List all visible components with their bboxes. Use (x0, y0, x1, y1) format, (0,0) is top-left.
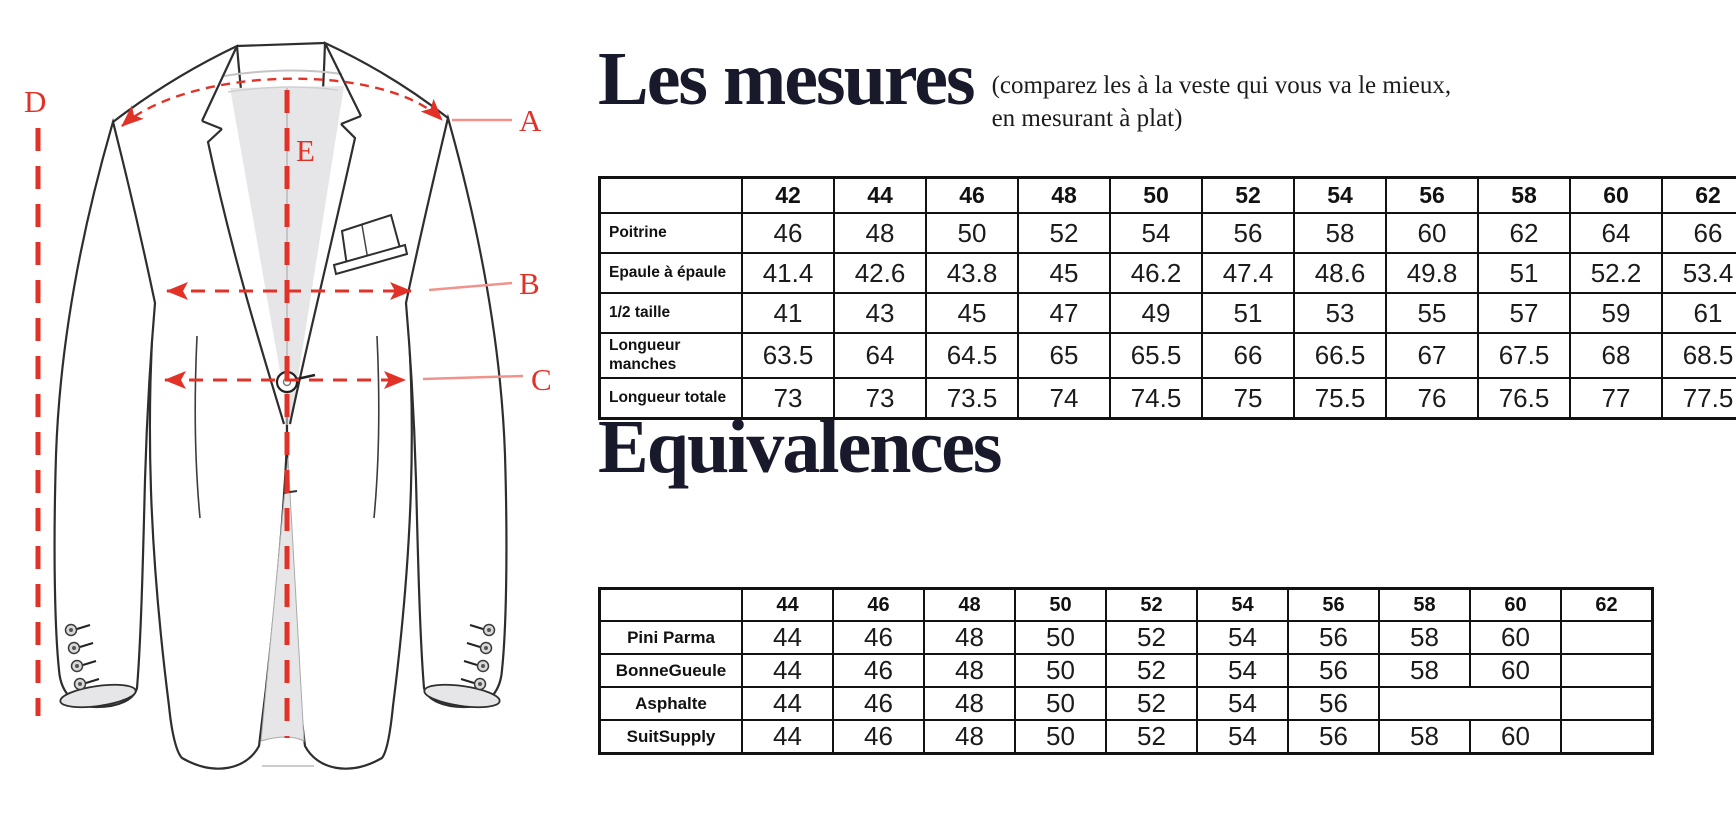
mesures-subtitle: (comparez les à la veste qui vous va le mieux, en mesurant à plat) (992, 70, 1470, 135)
row-label: Pini Parma (600, 621, 743, 654)
size-column-header: 54 (1294, 178, 1386, 214)
value-cell: 52 (1106, 687, 1197, 720)
value-cell: 50 (1015, 654, 1106, 687)
value-cell (1561, 654, 1653, 687)
table-row (600, 333, 1736, 378)
value-cell: 54 (1197, 621, 1288, 654)
value-cell: 56 (1288, 687, 1379, 720)
value-cell: 49.8 (1386, 253, 1478, 293)
table-row (600, 687, 1653, 720)
value-cell: 49 (1110, 293, 1202, 333)
value-cell: 65 (1018, 333, 1110, 378)
value-cell: 58 (1379, 621, 1470, 654)
value-cell: 45 (1018, 253, 1110, 293)
size-column-header: 56 (1386, 178, 1478, 214)
value-cell: 64 (834, 333, 926, 378)
size-column-header: 50 (1015, 589, 1106, 622)
size-column-header: 60 (1570, 178, 1662, 214)
table-row (600, 654, 1653, 687)
value-cell: 66 (1202, 333, 1294, 378)
value-cell: 64.5 (926, 333, 1018, 378)
value-cell: 68.5 (1662, 333, 1736, 378)
measure-label-b: B (519, 266, 540, 301)
size-column-header: 54 (1197, 589, 1288, 622)
value-cell: 76.5 (1478, 378, 1570, 419)
size-column-header: 46 (833, 589, 924, 622)
size-column-header: 52 (1106, 589, 1197, 622)
value-cell: 76 (1386, 378, 1478, 419)
value-cell: 44 (742, 720, 833, 754)
row-label: Asphalte (600, 687, 743, 720)
value-cell: 52 (1106, 654, 1197, 687)
measure-label-a: A (519, 103, 542, 138)
value-cell: 60 (1470, 720, 1561, 754)
value-cell: 48 (924, 687, 1015, 720)
value-cell: 44 (742, 621, 833, 654)
value-cell (1561, 621, 1653, 654)
corner-cell (600, 178, 743, 214)
value-cell: 41.4 (742, 253, 834, 293)
value-cell: 58 (1379, 654, 1470, 687)
value-cell: 52 (1106, 720, 1197, 754)
value-cell: 51 (1202, 293, 1294, 333)
value-cell: 48 (924, 654, 1015, 687)
value-cell: 73.5 (926, 378, 1018, 419)
equivalences-table (598, 587, 1654, 755)
size-column-header: 60 (1470, 589, 1561, 622)
value-cell: 60 (1470, 621, 1561, 654)
value-cell: 45 (926, 293, 1018, 333)
size-column-header: 62 (1561, 589, 1653, 622)
value-cell: 55 (1386, 293, 1478, 333)
value-cell: 44 (742, 687, 833, 720)
value-cell: 50 (1015, 621, 1106, 654)
value-cell: 47.4 (1202, 253, 1294, 293)
mesures-header (598, 40, 1470, 135)
value-cell: 46.2 (1110, 253, 1202, 293)
value-cell: 43.8 (926, 253, 1018, 293)
size-column-header: 58 (1379, 589, 1470, 622)
value-cell: 75 (1202, 378, 1294, 419)
value-cell: 46 (833, 654, 924, 687)
value-cell: 60 (1470, 654, 1561, 687)
value-cell: 52 (1106, 621, 1197, 654)
size-column-header: 44 (742, 589, 833, 622)
value-cell: 46 (833, 687, 924, 720)
value-cell: 58 (1379, 720, 1470, 754)
value-cell: 48 (924, 621, 1015, 654)
mesures-title: Les mesures (598, 40, 974, 120)
value-cell: 58 (1294, 213, 1386, 253)
row-label: Longueur manches (600, 333, 743, 378)
value-cell: 48 (834, 213, 926, 253)
value-cell: 54 (1197, 687, 1288, 720)
value-cell: 77.5 (1662, 378, 1736, 419)
value-cell: 50 (1015, 720, 1106, 754)
value-cell: 50 (1015, 687, 1106, 720)
measure-label-c: C (531, 362, 552, 397)
value-cell: 57 (1478, 293, 1570, 333)
size-column-header: 48 (1018, 178, 1110, 214)
size-column-header: 62 (1662, 178, 1736, 214)
value-cell (1561, 687, 1653, 720)
value-cell: 42.6 (834, 253, 926, 293)
size-column-header: 52 (1202, 178, 1294, 214)
value-cell: 46 (742, 213, 834, 253)
row-label: BonneGueule (600, 654, 743, 687)
table-row (600, 253, 1736, 293)
value-cell: 56 (1288, 621, 1379, 654)
size-column-header: 46 (926, 178, 1018, 214)
mesures-table (598, 176, 1736, 420)
equivalences-title: Equivalences (598, 408, 1001, 488)
value-cell: 53 (1294, 293, 1386, 333)
value-cell: 61 (1662, 293, 1736, 333)
value-cell: 54 (1110, 213, 1202, 253)
value-cell: 44 (742, 654, 833, 687)
value-cell: 53.4 (1662, 253, 1736, 293)
value-cell: 51 (1478, 253, 1570, 293)
value-cell: 63.5 (742, 333, 834, 378)
value-cell: 75.5 (1294, 378, 1386, 419)
value-cell: 64 (1570, 213, 1662, 253)
table-row (600, 293, 1736, 333)
size-column-header: 42 (742, 178, 834, 214)
value-cell: 60 (1386, 213, 1478, 253)
size-column-header: 58 (1478, 178, 1570, 214)
measure-label-d: D (24, 84, 46, 119)
value-cell: 46 (833, 621, 924, 654)
value-cell: 56 (1288, 654, 1379, 687)
value-cell: 66 (1662, 213, 1736, 253)
value-cell: 59 (1570, 293, 1662, 333)
size-column-header: 48 (924, 589, 1015, 622)
value-cell: 74 (1018, 378, 1110, 419)
corner-cell (600, 589, 743, 622)
size-column-header: 50 (1110, 178, 1202, 214)
value-cell: 46 (833, 720, 924, 754)
jacket-illustration (0, 0, 590, 816)
value-cell: 47 (1018, 293, 1110, 333)
table-row (600, 720, 1653, 754)
table-row (600, 213, 1736, 253)
value-cell: 48 (924, 720, 1015, 754)
value-cell: 65.5 (1110, 333, 1202, 378)
value-cell: 54 (1197, 720, 1288, 754)
value-cell: 50 (926, 213, 1018, 253)
value-cell: 77 (1570, 378, 1662, 419)
value-cell (1379, 687, 1561, 720)
value-cell: 52.2 (1570, 253, 1662, 293)
measure-label-e: E (296, 133, 315, 168)
value-cell: 73 (834, 378, 926, 419)
row-label: Poitrine (600, 213, 743, 253)
row-label: Epaule à épaule (600, 253, 743, 293)
row-label: 1/2 taille (600, 293, 743, 333)
value-cell: 56 (1202, 213, 1294, 253)
value-cell: 52 (1018, 213, 1110, 253)
row-label: SuitSupply (600, 720, 743, 754)
value-cell: 73 (742, 378, 834, 419)
jacket-measurement-diagram (0, 0, 590, 816)
row-label: Longueur totale (600, 378, 743, 419)
value-cell: 68 (1570, 333, 1662, 378)
value-cell: 74.5 (1110, 378, 1202, 419)
value-cell: 48.6 (1294, 253, 1386, 293)
value-cell: 62 (1478, 213, 1570, 253)
tables-column (598, 0, 1736, 816)
value-cell: 56 (1288, 720, 1379, 754)
size-column-header: 56 (1288, 589, 1379, 622)
value-cell: 67 (1386, 333, 1478, 378)
value-cell: 67.5 (1478, 333, 1570, 378)
table-row (600, 621, 1653, 654)
value-cell (1561, 720, 1653, 754)
value-cell: 54 (1197, 654, 1288, 687)
size-column-header: 44 (834, 178, 926, 214)
header-row (600, 589, 1653, 622)
value-cell: 66.5 (1294, 333, 1386, 378)
header-row (600, 178, 1736, 214)
value-cell: 41 (742, 293, 834, 333)
value-cell: 43 (834, 293, 926, 333)
